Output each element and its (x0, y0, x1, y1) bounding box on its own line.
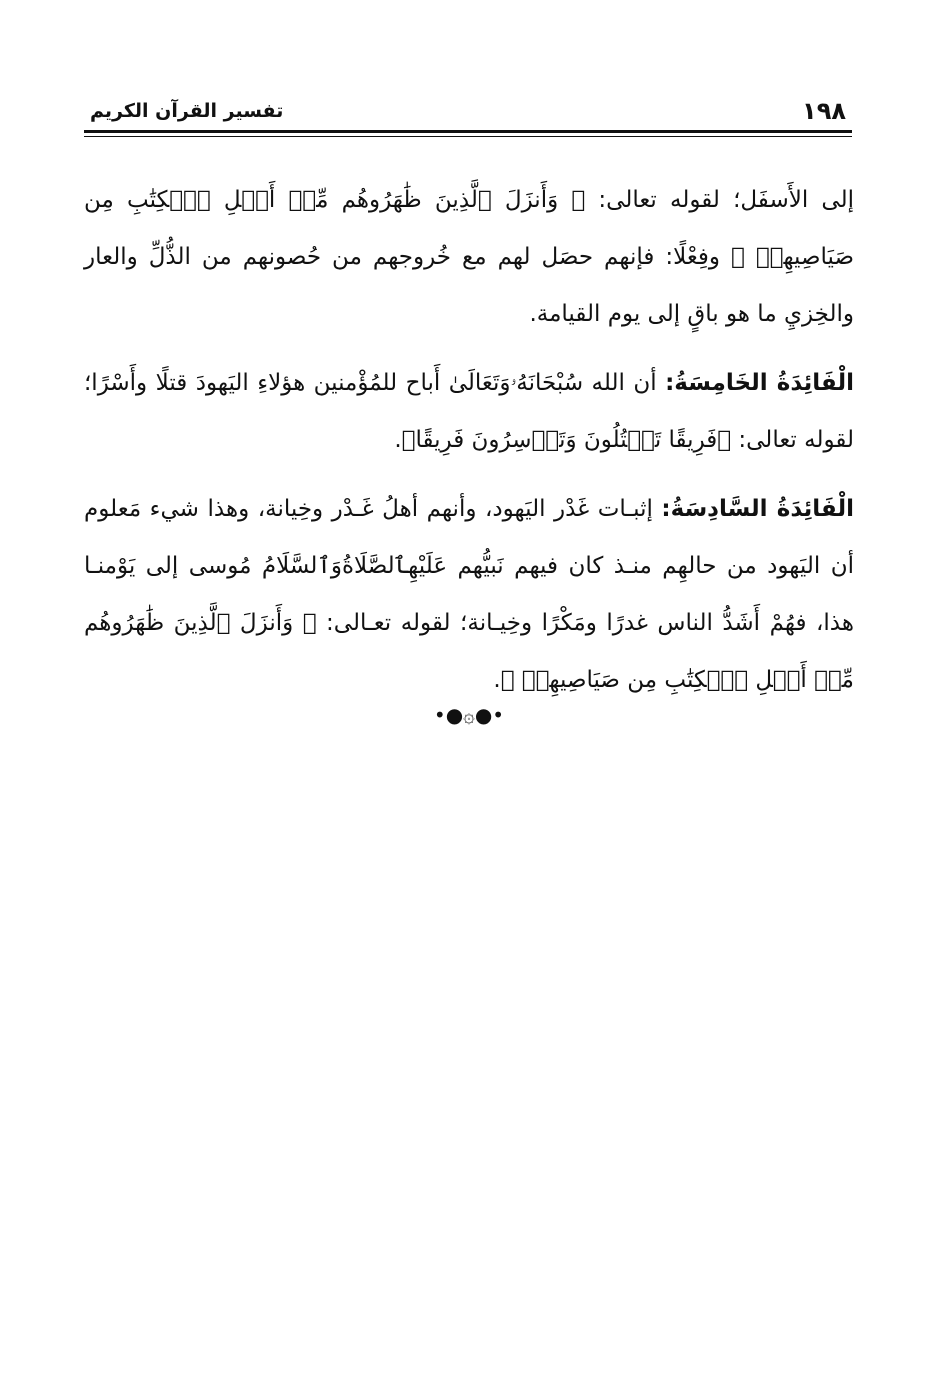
book-title: تفسير القرآن الكريم (90, 100, 284, 122)
benefit-heading: الْفَائِدَةُ السَّادِسَةُ: (661, 496, 854, 522)
header-rule-thin (84, 136, 852, 137)
benefit-heading: الْفَائِدَةُ الخَامِسَةُ: (665, 370, 854, 396)
page-header (84, 96, 852, 126)
page-number: ١٩٨ (802, 97, 846, 125)
paragraph-text: . (394, 427, 402, 453)
header-rule-thick (84, 130, 852, 133)
section-end-ornament: •●۞●• (433, 703, 505, 727)
paragraph-text: . (493, 667, 501, 693)
paragraph-text: أن الله سُبْحَانَهُۥوَتَعَالَىٰ أَباح للمُؤْمنين هؤلاءِ اليَهودَ قتلًا وأَسْرًا؛ لقوله تعالى: (84, 370, 854, 453)
quran-verse: ﴿ وَأَنزَلَ ٱلَّذِينَ ظَٰهَرُوهُم مِّنۡ أَهۡلِ ٱلۡكِتَٰبِ مِن صَيَاصِيهِمۡ ﴾ (84, 187, 854, 270)
paragraph-fifth-benefit (84, 355, 854, 469)
quran-verse: ﴿ وَأَنزَلَ ٱلَّذِينَ ظَٰهَرُوهُم مِّنۡ أَهۡلِ ٱلۡكِتَٰبِ مِن صَيَاصِيهِمۡ ﴾ (84, 610, 854, 693)
paragraph-text: إلى الأَسفَل؛ لقوله تعالى: (585, 187, 854, 213)
page-body (84, 172, 854, 721)
paragraph-text: وفِعْلًا: فإنهم حصَل لهم مع خُروجهم من حُصونهم من الذُّلِّ والعار والخِزيِ ما هو باقٍ إلى يوم القيامة. (84, 244, 854, 327)
quran-verse: ﴿فَرِيقًا تَقۡتُلُونَ وَتَأۡسِرُونَ فَرِيقًا﴾ (401, 427, 732, 453)
paragraph-sixth-benefit (84, 481, 854, 709)
paragraph-text: إثبـات غَدْر اليَهود، وأنهم أهلُ غَـدْر وخِيانة، وهذا شيء مَعلوم أن اليَهود من حالهِم منـذ كان فيهم نَبيُّهم عَلَيْهِٱلصَّلَاةُوَٱلسَّلَامُ مُوسى إلى يَوْمنـا هذا، فهُمْ أَشَدُّ الناس غدرًا ومَكْرًا وخِيـانة؛ لقوله تعـالى: (84, 496, 854, 636)
paragraph-lower-position (84, 172, 854, 343)
